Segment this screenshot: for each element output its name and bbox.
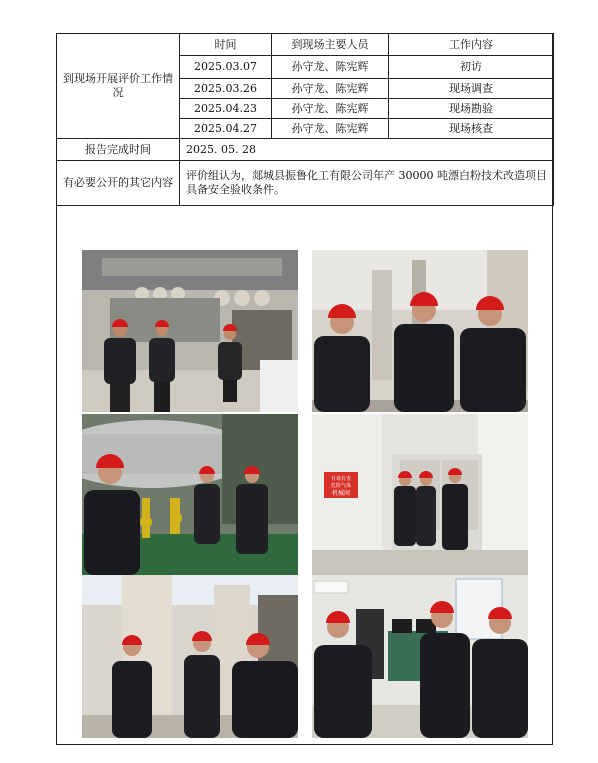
evaluation-info-table (56, 33, 554, 206)
visit-personnel: 孙守龙、陈宪辉 (272, 99, 389, 119)
header-personnel: 到现场主要人员 (272, 34, 389, 56)
site-photo-absorption-towers (82, 575, 298, 738)
disclosure-text: 评价组认为，郯城县振鲁化工有限公司年产 30000 吨漂白粉技术改造项目具备安全验收条件。 (180, 161, 554, 206)
visit-personnel: 孙守龙、陈宪辉 (272, 79, 389, 99)
hazard-sign-line-2: 危险气体 (330, 483, 352, 489)
disclosure-label: 有必要公开的其它内容 (57, 161, 180, 206)
visit-date: 2025.04.23 (180, 99, 272, 119)
report-completion-label: 报告完成时间 (57, 139, 180, 161)
visit-content: 现场勘验 (389, 99, 554, 119)
header-content: 工作内容 (389, 34, 554, 56)
visit-row-label: 到现场开展评价工作情况 (57, 34, 180, 139)
site-photo-storage-tank (82, 414, 298, 575)
visit-date: 2025.03.26 (180, 79, 272, 99)
site-photo-factory-hall (82, 250, 298, 412)
visit-content: 现场调查 (389, 79, 554, 99)
visit-content: 初访 (389, 56, 554, 79)
hazard-sign-line-3: 机械间 (331, 490, 351, 497)
hazard-sign-line-1: 有毒有害 (330, 476, 352, 482)
visit-date: 2025.04.27 (180, 119, 272, 139)
header-time: 时间 (180, 34, 272, 56)
site-photo-tank-area (312, 250, 528, 412)
visit-date: 2025.03.07 (180, 56, 272, 79)
visit-personnel: 孙守龙、陈宪辉 (272, 56, 389, 79)
visit-content: 现场核查 (389, 119, 554, 139)
site-photo-machine-room (312, 414, 528, 575)
visit-personnel: 孙守龙、陈宪辉 (272, 119, 389, 139)
site-photo-control-room (312, 575, 528, 738)
report-completion-value: 2025. 05. 28 (180, 139, 554, 161)
